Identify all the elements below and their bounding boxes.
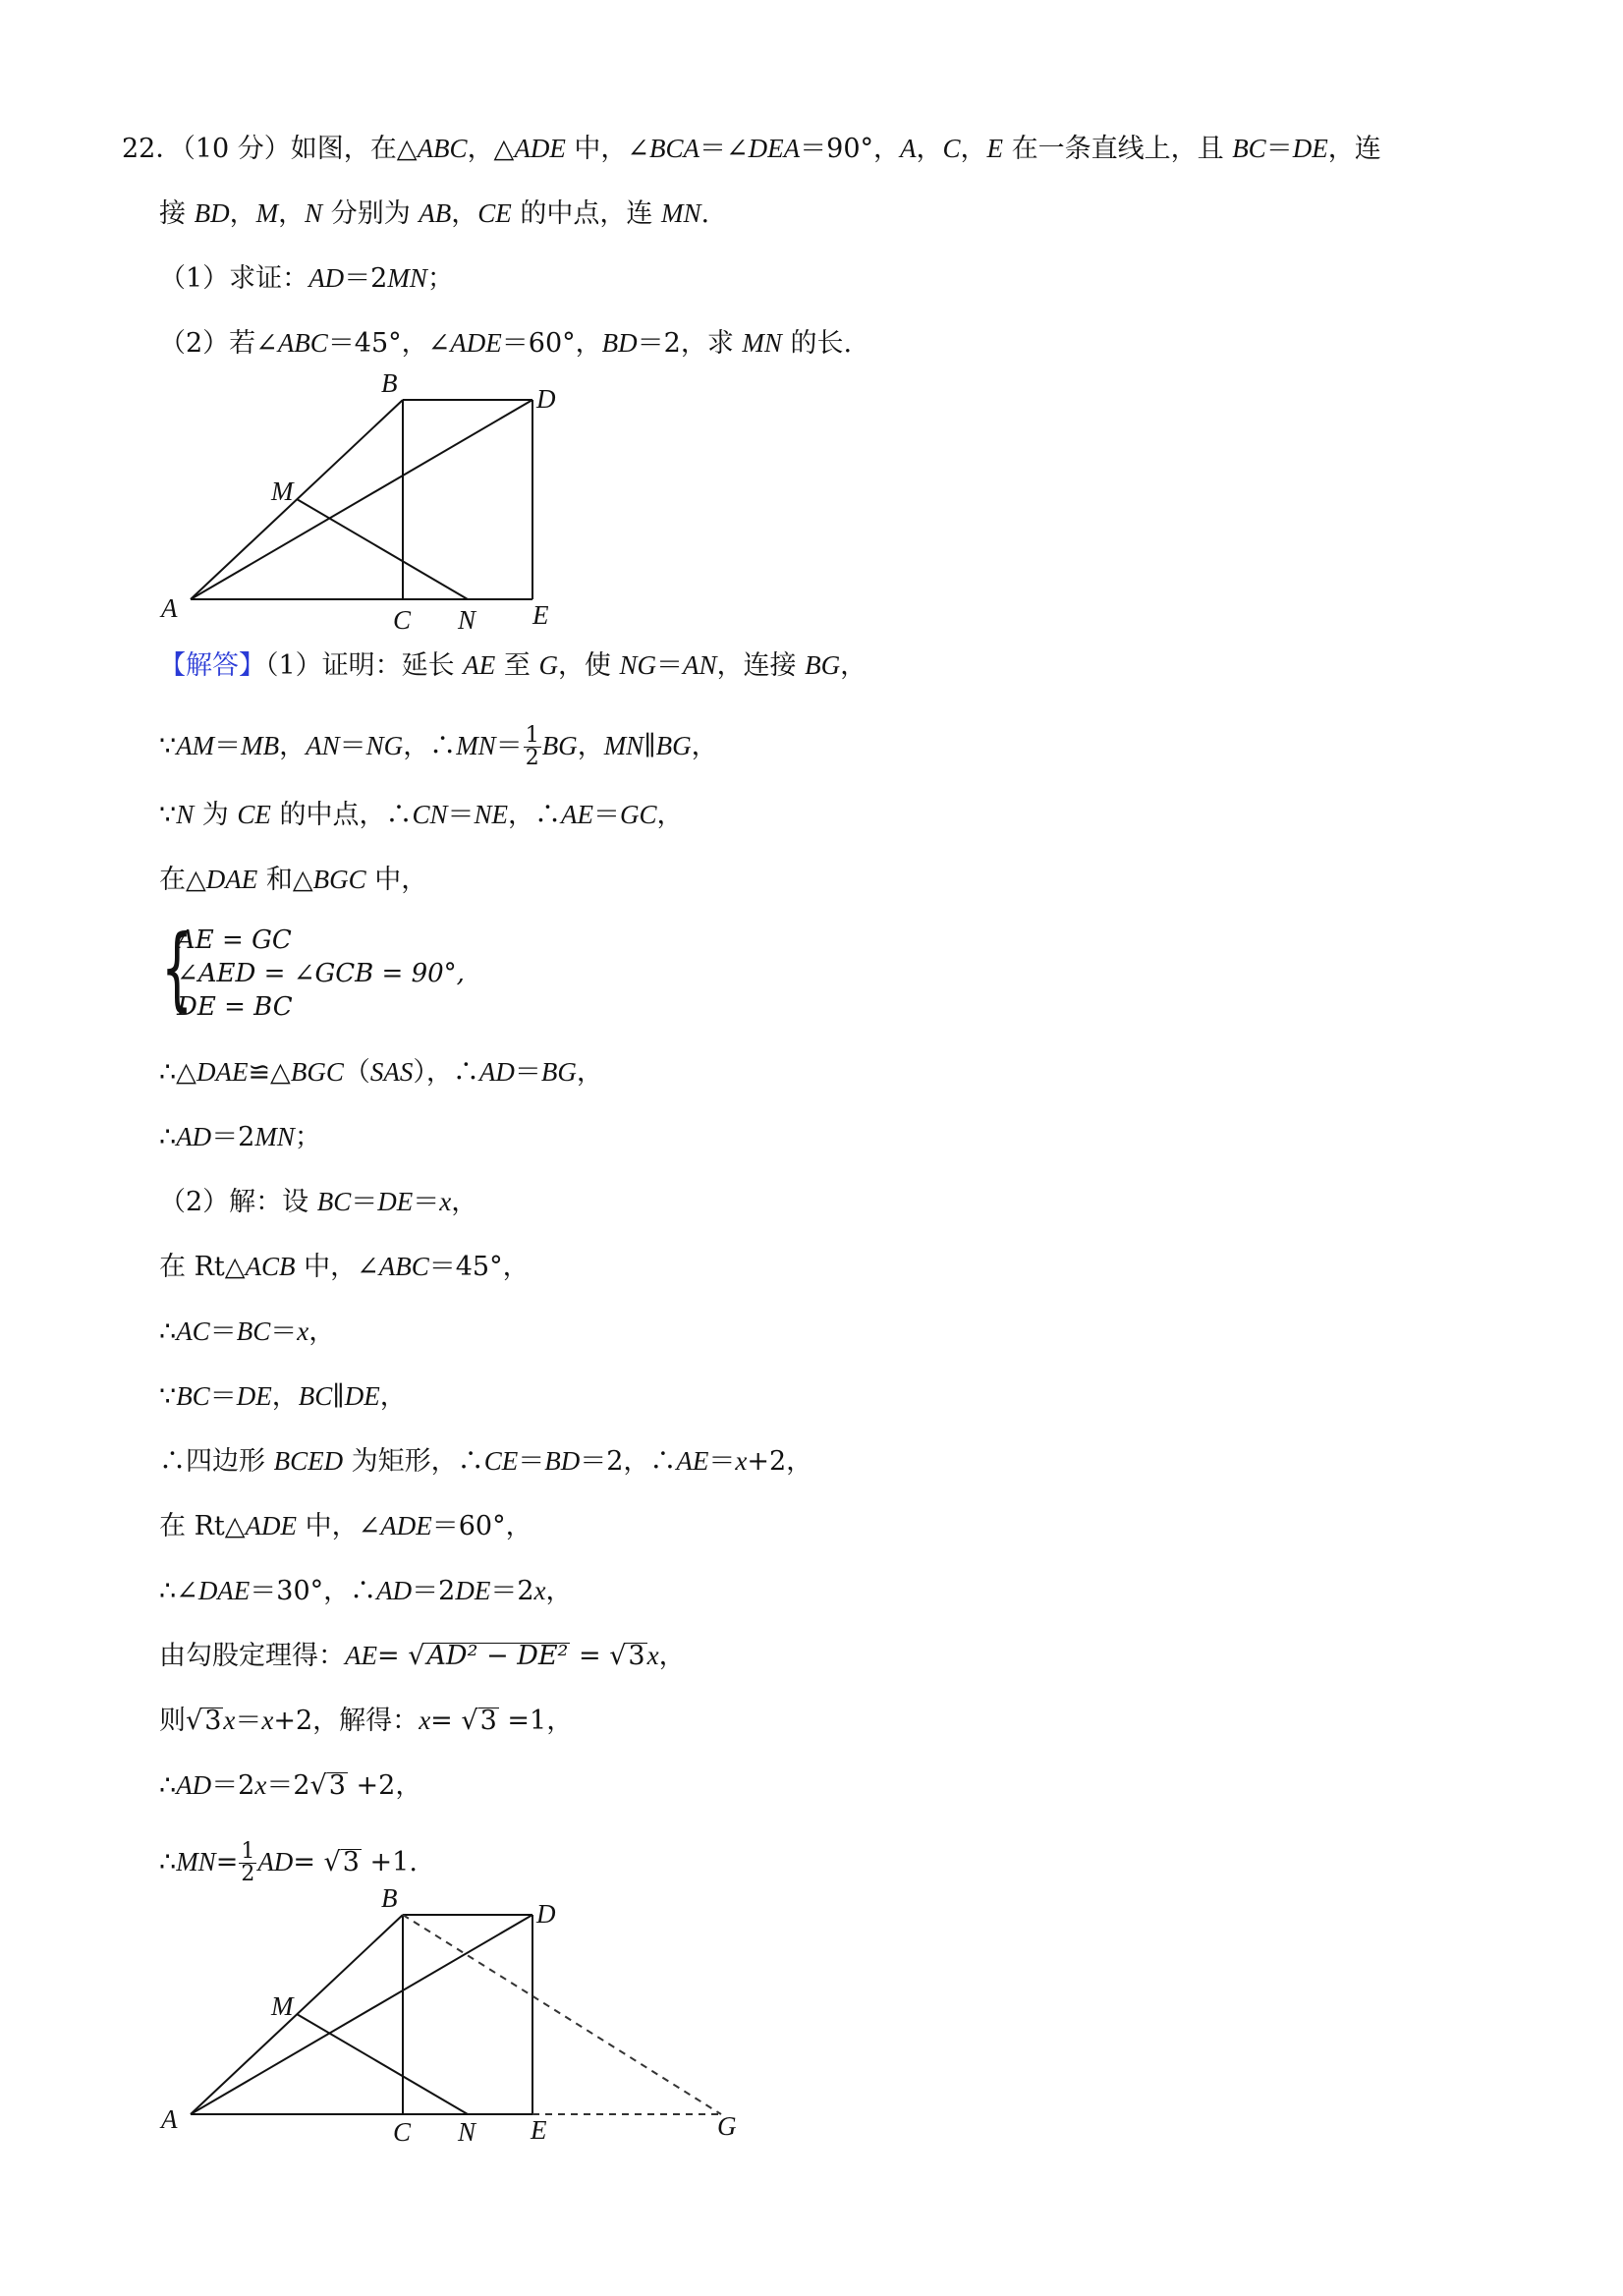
label-E: E — [532, 600, 549, 630]
dashed-segment-BG — [403, 1915, 721, 2114]
sqrt-3: √3 — [323, 1847, 360, 1877]
solution-line-10: ∵BC＝DE，BC∥DE， — [159, 1381, 407, 1412]
solution-line-17: ∴MN= $\frac{1}{2}$ AD= √3 +1. — [159, 1839, 418, 1886]
solution-line-1: 【解答】（1）证明：延长 AE 至 G，使 NG＝AN，连接 BG， — [159, 650, 867, 681]
label-D: D — [536, 1899, 556, 1929]
label-D: D — [536, 384, 556, 414]
figure-2 — [147, 1881, 766, 2156]
solution-line-9: ∴AC＝BC＝x， — [159, 1316, 336, 1347]
segment-AD — [191, 400, 532, 599]
solution-line-12: 在 Rt△ADE 中，∠ADE＝60°， — [159, 1511, 532, 1541]
segment-MN — [297, 2014, 468, 2114]
label-G: G — [717, 2111, 737, 2141]
solution-line-13: ∴∠DAE＝30°，∴AD＝2DE＝2x， — [159, 1576, 573, 1606]
label-N: N — [458, 2117, 476, 2147]
label-B: B — [381, 368, 398, 398]
solution-line-16: ∴AD＝2x＝2√3 +2， — [159, 1770, 422, 1801]
label-M: M — [271, 476, 294, 506]
solution-line-4: 在△DAE 和△BGC 中， — [159, 865, 428, 895]
label-C: C — [393, 605, 412, 635]
left-brace: { — [161, 916, 194, 1021]
sqrt-3: √3 — [609, 1641, 645, 1671]
label-E: E — [531, 2115, 547, 2145]
segment-MN — [297, 499, 468, 599]
label-A: A — [161, 593, 178, 623]
problem-part-1: （1）求证：AD＝2MN； — [159, 263, 454, 294]
sqrt-3: √3 — [186, 1706, 222, 1736]
problem-line-2: 接 BD，M，N 分别为 AB，CE 的中点，连 MN. — [159, 198, 710, 229]
problem-line-1: 22．（10 分）如图，在△ABC，△ADE 中，∠BCA＝∠DEA＝90°，A，C，E 在一条直线上，且 BC＝DE，连 — [122, 134, 1381, 164]
solution-line-11: ∴四边形 BCED 为矩形，∴CE＝BD＝2，∴AE＝x+2， — [159, 1446, 813, 1477]
sqrt-3: √3 — [461, 1706, 497, 1736]
fraction-half: $\frac{1}{2}$ — [241, 1839, 255, 1886]
solution-tag: 【解答】 — [159, 650, 265, 681]
sqrt-expression: √AD² − DE² — [408, 1641, 569, 1671]
solution-line-3: ∵N 为 CE 的中点，∴CN＝NE，∴AE＝GC， — [159, 800, 684, 830]
solution-line-8: 在 Rt△ACB 中，∠ABC＝45°， — [159, 1252, 530, 1282]
fraction-half: $\frac{1}{2}$ — [525, 723, 539, 770]
solution-line-6: ∴AD＝2MN； — [159, 1122, 321, 1152]
label-B: B — [381, 1883, 398, 1913]
solution-line-7: （2）解：设 BC＝DE＝x， — [159, 1187, 478, 1217]
label-A: A — [161, 2104, 178, 2134]
solution-line-2: ∵AM＝MB，AN＝NG，∴MN＝ $\frac{1}{2}$ BG，MN∥BG， — [159, 723, 718, 770]
solution-line-14: 由勾股定理得：AE= √AD² − DE² = √3x， — [159, 1641, 686, 1671]
label-M: M — [271, 1991, 294, 2021]
segment-AD — [191, 1915, 532, 2114]
solution-line-15: 则√3x＝x+2，解得：x= √3 =1， — [159, 1706, 574, 1736]
solution-line-5: ∴△DAE≌△BGC（SAS），∴AD＝BG， — [159, 1057, 603, 1088]
figure-1 — [147, 368, 570, 639]
label-C: C — [393, 2117, 412, 2147]
label-N: N — [458, 605, 476, 635]
sqrt-3: √3 — [309, 1770, 346, 1801]
problem-part-2: （2）若∠ABC＝45°，∠ADE＝60°，BD＝2，求 MN 的长. — [159, 328, 853, 359]
